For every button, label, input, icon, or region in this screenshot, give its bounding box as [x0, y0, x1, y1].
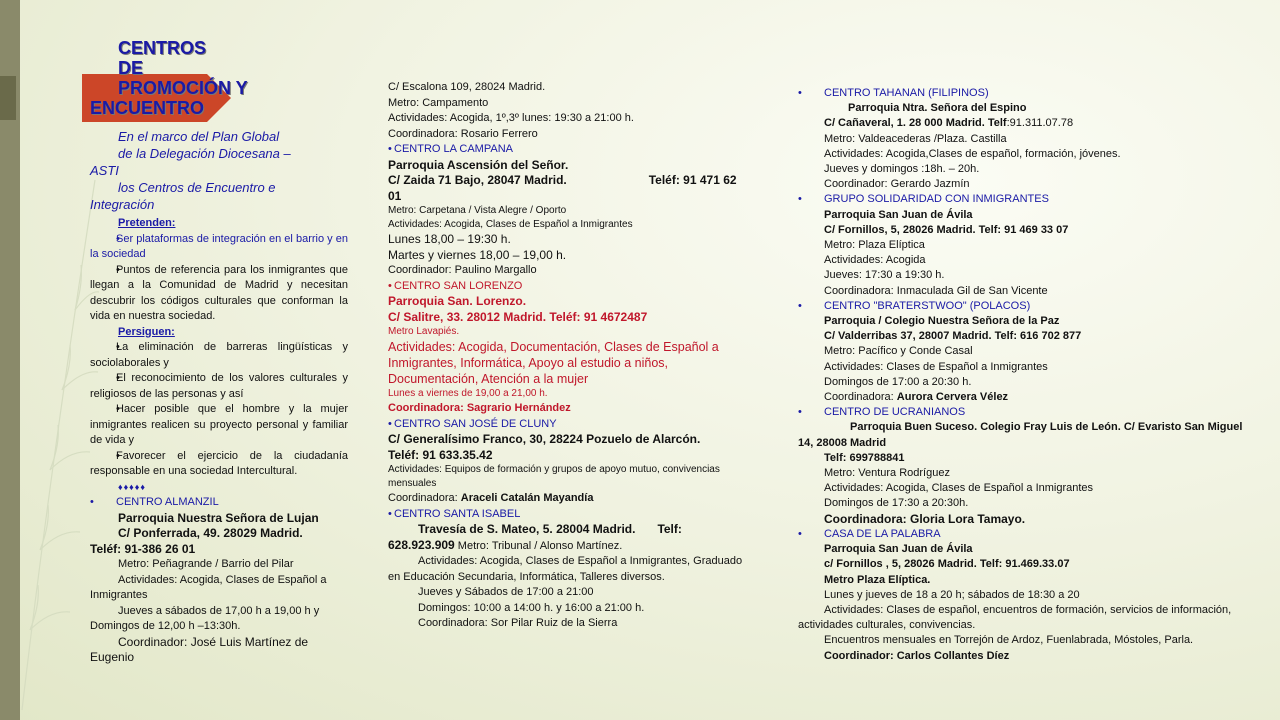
campana-coordinator: Coordinador: Paulino Margallo	[388, 264, 537, 276]
braterstwo-activities: Actividades: Clases de Español a Inmigrantes	[824, 360, 1048, 373]
isabel-phone-line	[388, 538, 753, 555]
intro-line: En el marco del Plan Global	[118, 129, 280, 144]
solidaridad-activities: Actividades: Acogida	[824, 254, 926, 267]
middle-column	[388, 80, 753, 632]
pretenden-item: • Ser plataformas de integración en el barrio y en la sociedad	[90, 232, 348, 263]
palabra-encuentros: Encuentros mensuales en Torrejón de Ardoz, Fuenlabrada, Móstoles, Parla.	[824, 634, 1194, 647]
leaf-decoration	[20, 170, 100, 720]
almanzil-activities: Actividades: Acogida, Clases de Español a Inmigrantes	[90, 573, 327, 601]
ucranianos-coordinator: Coordinadora: Gloria Lora Tamayo.	[824, 511, 1026, 526]
isabel-name: • CENTRO SANTA ISABEL	[388, 507, 753, 523]
almanzil-metro: Metro: Peñagrande / Barrio del Pilar	[118, 558, 294, 570]
ucranianos-metro: Metro: Ventura Rodríguez	[824, 467, 950, 480]
escalona-metro: Metro: Campamento	[388, 96, 489, 109]
tahanan-parish: Parroquia Ntra. Señora del Espino	[848, 102, 1027, 115]
title-line: DE	[118, 58, 144, 78]
ucranianos-name: • CENTRO DE UCRANIANOS	[798, 405, 1243, 420]
campana-address: C/ Zaida 71 Bajo, 28047 Madrid.	[388, 173, 567, 187]
campana-name: • CENTRO LA CAMPANA	[388, 142, 753, 158]
persiguen-item: • La eliminación de barreras lingüísticas y sociolaborales y	[90, 340, 348, 371]
tahanan-coordinator: Coordinador: Gerardo Jazmín	[824, 178, 970, 191]
almanzil-schedule: Jueves a sábados de 17,00 h a 19,00 h y Domingos de 12,00 h –13:30h.	[90, 604, 320, 632]
coordinator-label: Coordinadora:	[388, 492, 461, 504]
pretenden-item: • Puntos de referencia para los inmigrantes que llegan a la Comunidad de Madrid y necesitan descubrir los códigos culturales que conforman la vida en nuestra sociedad.	[90, 263, 348, 325]
campana-phone: Teléf: 91 471 62 01	[388, 173, 737, 203]
campana-activities: Actividades: Acogida, Clases de Español a Inmigrantes	[388, 219, 633, 230]
campana-schedule: Martes y viernes 18,00 – 19,00 h.	[388, 247, 567, 262]
persiguen-item: • Favorecer el ejercicio de la ciudadanía responsable en una sociedad Intercultural.	[90, 449, 348, 480]
lorenzo-activities: Actividades: Acogida, Documentación, Clases de Español a Inmigrantes, Informática, Apoyo al estudio a niños, Documentación, Atención a la mujer	[388, 340, 719, 386]
cluny-name: • CENTRO SAN JOSÉ DE CLUNY	[388, 417, 753, 433]
cluny-coordinator	[388, 491, 753, 507]
almanzil-name: • CENTRO ALMANZIL	[90, 495, 348, 511]
coordinator-name: Aurora Cervera Vélez	[896, 391, 1009, 404]
escalona-activities: Actividades: Acogida, 1º,3º lunes: 19:30 a 21:00 h.	[388, 112, 634, 124]
left-column	[90, 216, 348, 666]
campana-parish: Parroquia Ascensión del Señor.	[388, 157, 569, 172]
right-column	[798, 86, 1243, 664]
campana-metro: Metro: Carpetana / Vista Alegre / Oporto	[388, 205, 567, 216]
ucranianos-parish: Parroquia Buen Suceso. Colegio Fray Luis de León. C/ Evaristo San Miguel 14, 28008 Madrid	[798, 421, 1243, 449]
title-line: PROMOCIÓN Y	[118, 78, 248, 98]
isabel-address: Travesía de S. Mateo, 5. 28004 Madrid.	[418, 522, 636, 536]
isabel-activities: Actividades: Acogida, Clases de Español a Inmigrantes, Graduado en Educación Secundaria, Informática, Talleres diversos.	[388, 555, 743, 583]
intro-line: Integración	[90, 197, 155, 212]
coordinator-label: Coordinadora:	[824, 391, 897, 404]
tahanan-metro: Metro: Valdeacederas /Plaza. Castilla	[824, 132, 1007, 145]
palabra-metro: Metro Plaza Elíptica.	[824, 573, 931, 586]
cluny-phone: Teléf: 91 633.35.42	[388, 447, 493, 462]
solidaridad-parish: Parroquia San Juan de Ávila	[824, 208, 973, 221]
solidaridad-coordinator: Coordinadora: Inmaculada Gil de San Vicente	[824, 284, 1048, 297]
cluny-address: C/ Generalísimo Franco, 30, 28224 Pozuelo de Alarcón.	[388, 432, 701, 446]
escalona-address: C/ Escalona 109, 28024 Madrid.	[388, 81, 546, 93]
palabra-coordinator: Coordinador: Carlos Collantes Díez	[824, 649, 1010, 662]
escalona-coordinator	[388, 127, 753, 143]
braterstwo-address: C/ Valderribas 37, 28007 Madrid. Telf: 616 702 877	[824, 330, 1082, 343]
palabra-activities: Actividades: Clases de español, encuentros de formación, servicios de información, actividades culturales, convivencias.	[798, 603, 1232, 632]
tahanan-name: • CENTRO TAHANAN (FILIPINOS)	[798, 86, 1243, 101]
persiguen-item: • El reconocimiento de los valores culturales y religiosos de las personas y así	[90, 371, 348, 402]
intro-line: ASTI	[90, 163, 119, 178]
pretenden-heading: Pretenden:	[118, 217, 176, 229]
isabel-schedule: Domingos: 10:00 a 14:00 h. y 16:00 a 21:00 h.	[418, 601, 645, 614]
coordinator-name: Araceli Catalán Mayandía	[460, 492, 594, 504]
palabra-name: • CASA DE LA PALABRA	[798, 527, 1243, 542]
almanzil-parish: Parroquia Nuestra Señora de Lujan	[118, 510, 319, 525]
isabel-metro: Metro: Tribunal / Alonso Martínez.	[454, 539, 623, 552]
isabel-phone: 628.923.909	[388, 537, 455, 552]
lorenzo-metro: Metro Lavapiés.	[388, 326, 460, 337]
title-line: CENTROS	[118, 38, 207, 58]
braterstwo-metro: Metro: Pacífico y Conde Casal	[824, 345, 973, 358]
tahanan-activities: Actividades: Acogida,Clases de español, formación, jóvenes.	[824, 147, 1121, 160]
isabel-phone-label: Telf:	[657, 522, 682, 536]
almanzil-address: C/ Ponferrada, 49. 28029 Madrid.	[118, 526, 303, 540]
ucranianos-schedule: Domingos de 17:30 a 20:30h.	[824, 497, 969, 510]
lorenzo-parish: Parroquia San. Lorenzo.	[388, 294, 527, 308]
ucranianos-activities: Actividades: Acogida, Clases de Español a Inmigrantes	[824, 482, 1094, 495]
lorenzo-address: C/ Salitre, 33. 28012 Madrid. Teléf: 91 4672487	[388, 309, 648, 324]
palabra-address: c/ Fornillos , 5, 28026 Madrid. Telf: 91.469.33.07	[824, 558, 1070, 571]
coordinator-name: Rosario Ferrero	[460, 127, 538, 140]
palabra-parish: Parroquia San Juan de Ávila	[824, 543, 973, 556]
intro-text	[90, 128, 350, 213]
solidaridad-address: C/ Fornillos, 5, 28026 Madrid. Telf: 91 469 33 07	[824, 223, 1069, 236]
campana-schedule: Lunes 18,00 – 19:30 h.	[388, 232, 511, 246]
lorenzo-schedule: Lunes a viernes de 19,00 a 21,00 h.	[388, 388, 548, 399]
braterstwo-name: • CENTRO "BRATERSTWOO" (POLACOS)	[798, 299, 1243, 314]
intro-line: de la Delegación Diocesana –	[118, 146, 291, 161]
isabel-schedule: Jueves y Sábados de 17:00 a 21:00	[418, 586, 594, 598]
solidaridad-metro: Metro: Plaza Elíptica	[824, 239, 925, 252]
isabel-address-line	[388, 522, 753, 538]
persiguen-item: • Hacer posible que el hombre y la mujer inmigrantes realicen su proyecto personal y familiar de vida y	[90, 402, 348, 449]
tahanan-schedule: Jueves y domingos :18h. – 20h.	[824, 163, 980, 176]
page-title	[90, 38, 290, 118]
solidaridad-schedule: Jueves: 17:30 a 19:30 h.	[824, 269, 945, 282]
braterstwo-schedule: Domingos de 17:00 a 20:30 h.	[824, 375, 972, 388]
cluny-activities: Actividades: Equipos de formación y grupos de apoyo mutuo, convivencias mensuales	[388, 464, 720, 489]
braterstwo-coordinator	[798, 390, 1243, 405]
left-bar-accent	[0, 76, 16, 120]
persiguen-heading: Persiguen:	[118, 325, 175, 338]
campana-address-line	[388, 173, 753, 204]
diamond-separator: ♦♦♦♦♦	[118, 481, 146, 492]
coordinator-label: Coordinadora:	[388, 127, 461, 140]
intro-line: los Centros de Encuentro e	[118, 180, 276, 195]
isabel-coordinator: Coordinadora: Sor Pilar Ruiz de la Sierra	[418, 617, 618, 629]
almanzil-coordinator: Coordinador: José Luis Martínez de Eugenio	[90, 634, 309, 664]
tahanan-phone: :91.311.07.78	[1006, 117, 1074, 130]
lorenzo-name: • CENTRO SAN LORENZO	[388, 279, 753, 295]
solidaridad-name: • GRUPO SOLIDARIDAD CON INMIGRANTES	[798, 192, 1243, 207]
title-line: ENCUENTRO	[90, 98, 205, 118]
almanzil-phone: Teléf: 91-386 26 01	[90, 541, 196, 556]
palabra-schedule: Lunes y jueves de 18 a 20 h; sábados de 18:30 a 20	[824, 588, 1080, 601]
ucranianos-phone: Telf: 699788841	[824, 451, 905, 464]
braterstwo-parish: Parroquia / Colegio Nuestra Señora de la Paz	[824, 315, 1060, 328]
tahanan-address-line	[798, 116, 1243, 131]
tahanan-address: C/ Cañaveral, 1. 28 000 Madrid. Telf	[824, 117, 1007, 130]
lorenzo-coordinator: Coordinadora: Sagrario Hernández	[388, 402, 571, 414]
